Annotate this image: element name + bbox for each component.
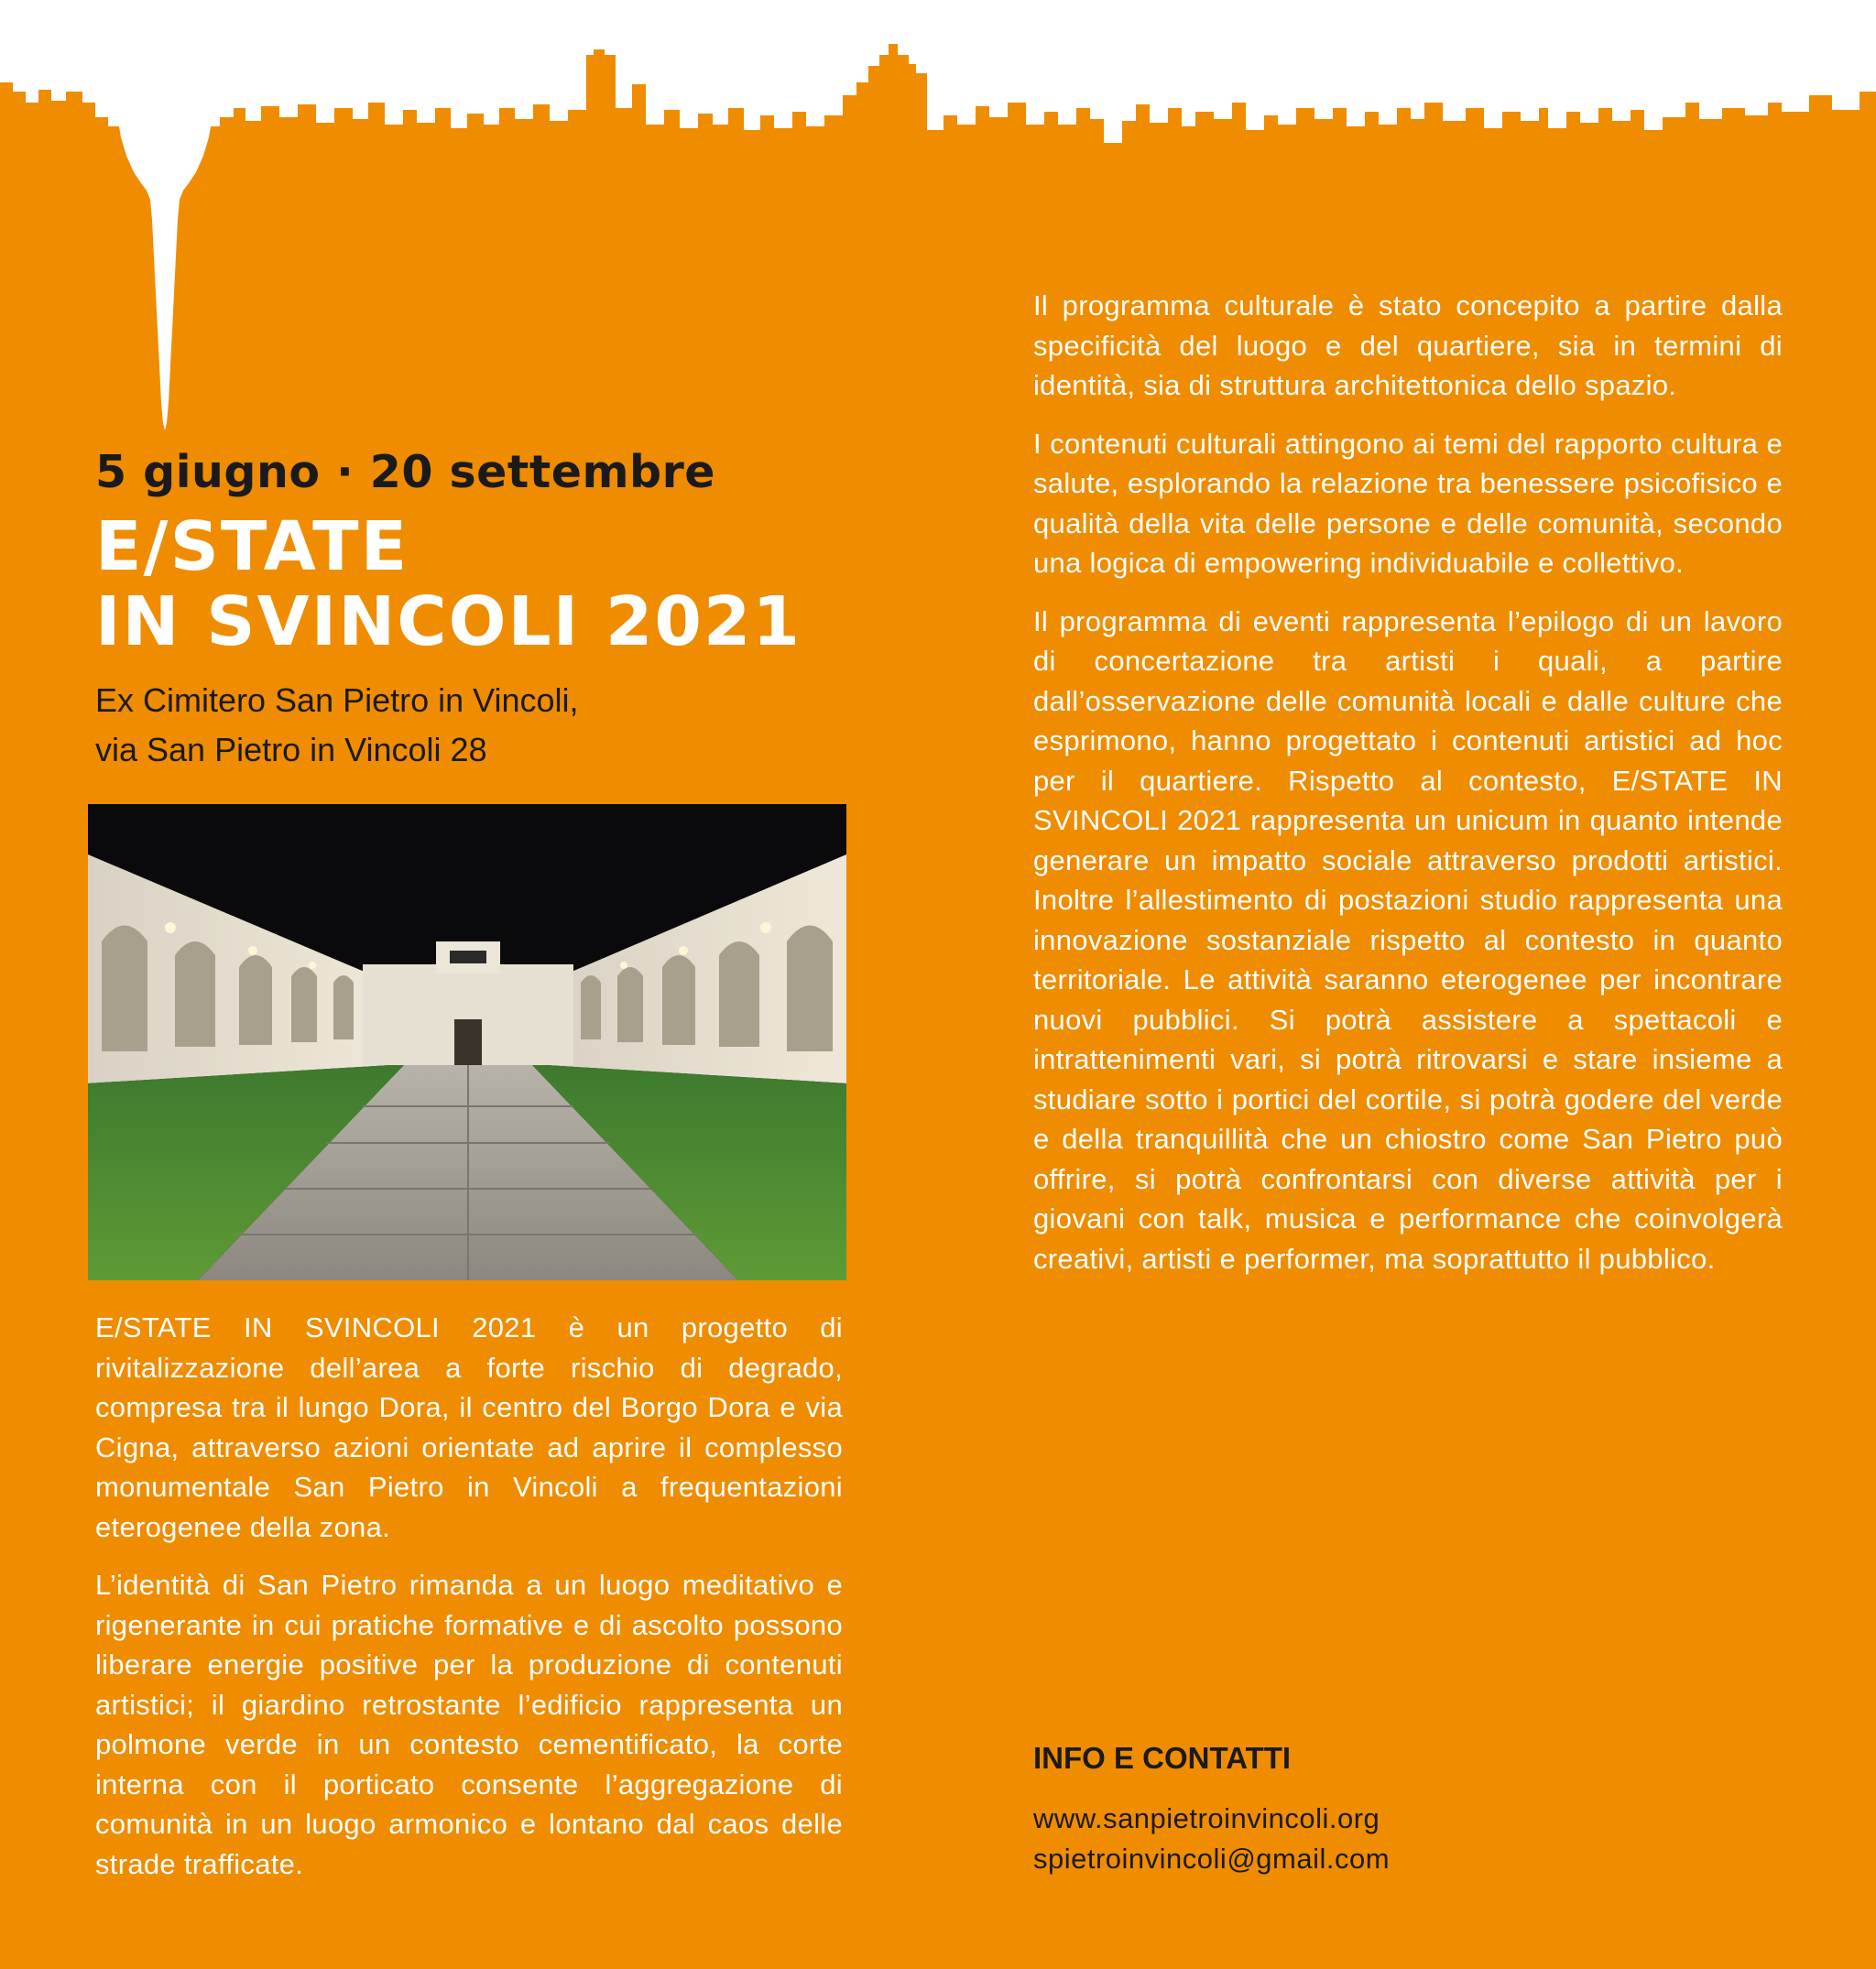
description-left xyxy=(95,1308,843,1884)
event-title xyxy=(95,509,843,659)
info-title: INFO E CONTATTI xyxy=(1033,1741,1292,1775)
event-header xyxy=(95,445,843,775)
events-paragraph: Il programma di eventi rappresenta l’epilogo di un lavoro di concertazione tra artisti i quali, a partire dall’osservazione delle comunità locali e dalle culture che esprimono, hanno progettato i contenuti artistici ad hoc per il quartiere. Rispetto al contesto, E/STATE IN SVINCOLI 2021 rappresenta un unicum in quanto intende generare un impatto sociale attraverso prodotti artistici. Inoltre l’allestimento di postazioni studio rappresenta una innovazione sostanziale rispetto al contesto in quanto territoriale. Le attività saranno eterogenee per incontrare nuovi pubblici. Si potrà assistere a spettacoli e intrattenimenti vari, si potrà ritrovarsi e stare insieme a studiare sotto i portici del cortile, si potrà godere del verde e della tranquillità che un chiostro come San Pietro può offrire, si potrà confrontarsi con diverse attività per i giovani con talk, musica e performance che coinvolgerà creativi, artisti e performer, ma soprattutto il pubblico. xyxy=(1033,604,1783,1275)
event-title-line-2: IN SVINCOLI 2021 xyxy=(95,582,802,661)
venue-name: Ex Cimitero San Pietro in Vincoli, xyxy=(95,681,579,719)
intro-paragraph: E/STATE IN SVINCOLI 2021 è un progetto di rivitalizzazione dell’area a forte rischio di degrado, compresa tra il lungo Dora, il centro del Borgo Dora e via Cigna, attraverso azioni orientate ad aprire il complesso monumentale San Pietro in Vincoli a frequentazioni eterogenee della zona. xyxy=(95,1311,843,1543)
culture-health-paragraph: I contenuti culturali attingono ai temi del rapporto cultura e salute, esplorando la relazione tra benessere psicofisico e qualità della vita delle persone e delle comunità, secondo una logica di empowering individuabile e collettivo. xyxy=(1033,427,1783,579)
description-right xyxy=(1033,286,1783,1278)
identity-paragraph: L’identità di San Pietro rimanda a un luogo meditativo e rigenerante in cui pratiche formative e di ascolto possono liberare energie positive per la produzione di contenuti artistici; il giardino retrostante l’edificio rappresenta un polmone verde in un contesto cementificato, la corte interna con il porticato consente l’aggregazione di comunità in un luogo armonico e lontano dal caos delle strade trafficate. xyxy=(95,1569,843,1880)
event-title-line-1: E/STATE xyxy=(95,507,409,586)
email-link[interactable]: spietroinvincoli@gmail.com xyxy=(1033,1843,1391,1875)
info-contacts xyxy=(1033,1738,1390,1879)
event-venue xyxy=(95,676,843,775)
cloister-courtyard-photo xyxy=(88,804,846,1280)
venue-address: via San Pietro in Vincoli 28 xyxy=(95,731,487,768)
program-paragraph: Il programma culturale è stato concepito a partire dalla specificità del luogo e del quartiere, sia in termini di identità, sia di struttura architettonica dello spazio. xyxy=(1033,289,1783,401)
event-dates: 5 giugno · 20 settembre xyxy=(95,446,716,498)
website-link[interactable]: www.sanpietroinvincoli.org xyxy=(1033,1802,1380,1834)
